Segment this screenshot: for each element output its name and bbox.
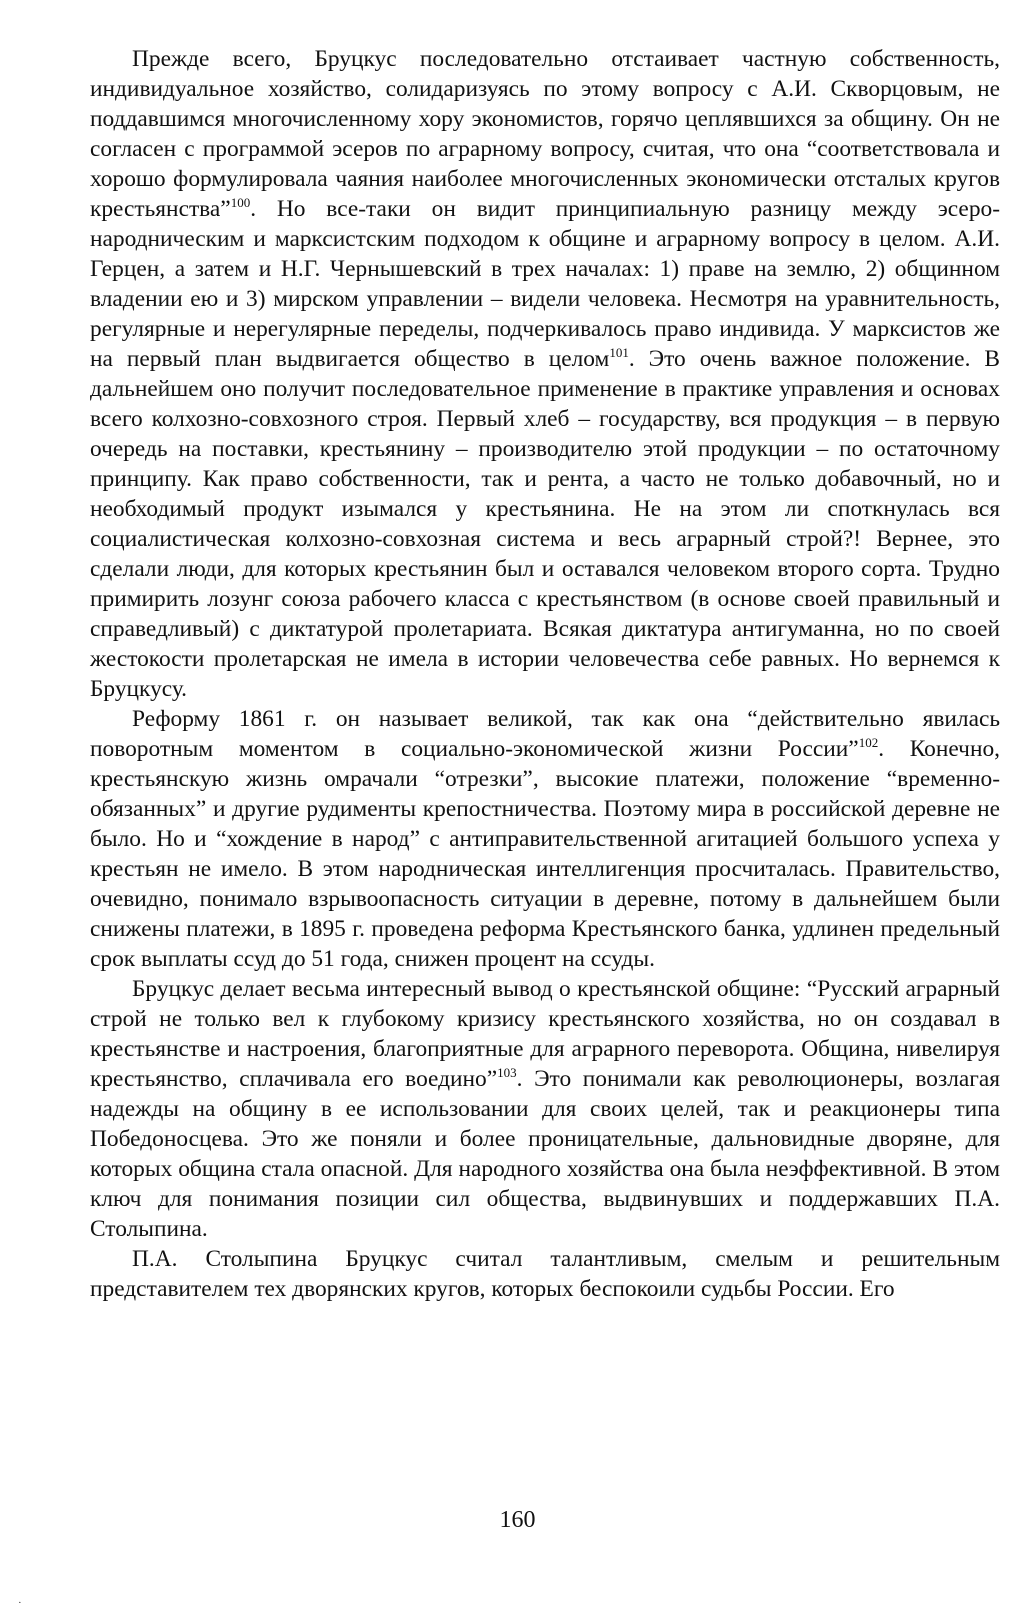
scan-mark: · [18,1597,22,1609]
footnote-ref: 103 [497,1065,517,1080]
paragraph [90,704,1000,974]
text-run: П.А. Столыпина Бруцкус считал талантливым, смелым и решительным представителем тех дворянских кругов, которых беспокоили судьбы России. Его [90,1246,1000,1302]
body-text [90,44,1000,1304]
paragraph [90,44,1000,704]
paragraph [90,1244,1000,1304]
text-run: . Конечно, крестьянскую жизнь омрачали “отрезки”, высокие платежи, положение “временно-обязанных” и другие рудименты крепостничества. Поэтому мира в российской деревне не было. Но и “хождение в народ” с антиправительственной агитацией большого успеха у крестьян не имело. В этом народническая интеллигенция просчиталась. Правительство, очевидно, понимало взрывоопасность ситуации в деревне, потому в дальнейшем были снижены платежи, в 1895 г. проведена реформа Крестьянского банка, удлинен предельный срок выплаты ссуд до 51 года, снижен процент на ссуды. [90,736,1001,972]
paragraph [90,974,1000,1244]
text-run: Реформу 1861 г. он называет великой, так как она “действительно явилась поворотным моментом в социально-экономической жизни России” [90,706,1000,762]
footnote-ref: 101 [609,345,629,360]
text-run: Прежде всего, Бруцкус последовательно отстаивает частную собственность, индивидуальное хозяйство, солидаризуясь по этому вопросу с А.И. Скворцовым, не поддавшимся многочисленному хору экономистов, горячо цеплявшихся за общину. Он не согласен с программой эсеров по аграрному вопросу, считая, что она “соответствовала и хорошо формулировала чаяния наиболее многочисленных экономически отсталых кругов крестьянства” [90,46,1000,222]
text-run: . Но все-таки он видит принципиальную разницу между эсеро-народническим и марксистским подходом к общине и аграрному вопросу в целом. А.И. Герцен, а затем и Н.Г. Чернышевский в трех началах: 1) праве на землю, 2) общинном владении ею и 3) мирском управлении – видели человека. Несмотря на уравнительность, регулярные и нерегулярные переделы, подчеркивалось право индивида. У марксистов же на первый план выдвигается общество в целом [90,196,1000,372]
page-number: 160 [499,1507,536,1533]
text-run: . Это очень важное положение. В дальнейшем оно получит последовательное применение в практике управления и основах всего колхозно-совхозного строя. Первый хлеб – государству, вся продукция – в первую очередь на поставки, крестьянину – производителю этой продукции – по остаточному принципу. Как право собственности, так и рента, а часто не только добавочный, но и необходимый продукт изымался у крестьянина. Не на этом ли споткнулась вся социалистическая колхозно-совхозная система и весь аграрный строй?! Вернее, это сделали люди, для которых крестьянин был и оставался человеком второго сорта. Трудно примирить лозунг союза рабочего класса с крестьянством (в основе своей правильный и справедливый) с диктатурой пролетариата. Всякая диктатура антигуманна, но по своей жестокости пролетарская не имела в истории человечества себе равных. Но вернемся к Бруцкусу. [90,346,1000,702]
footnote-ref: 102 [858,735,879,750]
text-run: . Это понимали как революционеры, возлагая надежды на общину в ее использовании для своих целей, так и реакционеры типа Победоносцева. Это же поняли и более проницательные, дальновидные дворяне, для которых община стала опасной. Для народного хозяйства она была неэффективной. В этом ключ для понимания позиции сил общества, выдвинувших и поддержавших П.А. Столыпина. [90,1066,1000,1242]
text-run: Бруцкус делает весьма интересный вывод о крестьянской общине: “Русский аграрный строй не только вел к глубокому кризису крестьянского хозяйства, но он создавал в крестьянстве и настроения, благоприятные для аграрного переворота. Община, нивелируя крестьянство, сплачивала его воедино” [90,976,1000,1092]
footnote-ref: 100 [230,195,251,210]
